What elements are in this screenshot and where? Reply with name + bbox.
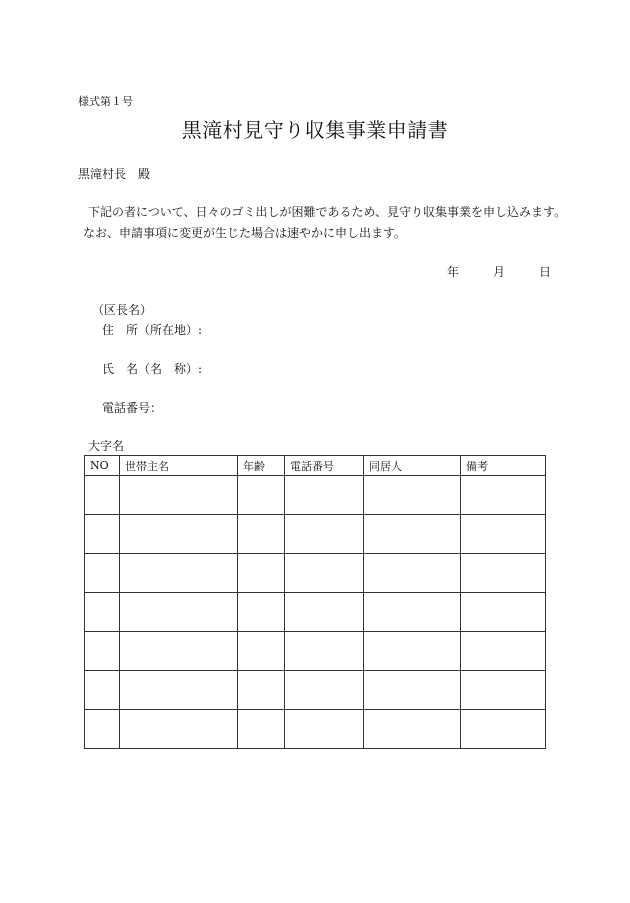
- ward-head-label: （区長名）: [92, 303, 153, 317]
- header-householder-name: 世帯主名: [120, 456, 238, 476]
- table-cell[interactable]: [85, 476, 120, 515]
- table-cell[interactable]: [461, 515, 546, 554]
- area-name-label: 大字名: [88, 439, 125, 453]
- table-cell[interactable]: [285, 671, 364, 710]
- document-title: 黒滝村見守り収集事業申請書: [181, 118, 449, 142]
- household-table: [84, 455, 546, 749]
- header-phone: 電話番号: [285, 456, 364, 476]
- table-cell[interactable]: [85, 710, 120, 749]
- table-cell[interactable]: [364, 593, 461, 632]
- table-cell[interactable]: [85, 671, 120, 710]
- table-cell[interactable]: [461, 671, 546, 710]
- table-row: [85, 515, 546, 554]
- header-no: NO: [85, 456, 120, 476]
- table-cell[interactable]: [364, 476, 461, 515]
- table-cell[interactable]: [285, 632, 364, 671]
- table-cell[interactable]: [120, 554, 238, 593]
- table-cell[interactable]: [120, 476, 238, 515]
- addressee: [78, 165, 150, 182]
- table-row: [85, 554, 546, 593]
- table-cell[interactable]: [120, 710, 238, 749]
- table-cell[interactable]: [120, 515, 238, 554]
- table-row: [85, 593, 546, 632]
- table-row: [85, 632, 546, 671]
- table-cell[interactable]: [238, 476, 285, 515]
- table-cell[interactable]: [285, 554, 364, 593]
- table-cell[interactable]: [238, 554, 285, 593]
- addressee-honorific: 殿: [138, 167, 151, 181]
- table-cell[interactable]: [285, 476, 364, 515]
- table-cell[interactable]: [238, 632, 285, 671]
- table-cell[interactable]: [461, 593, 546, 632]
- table-cell[interactable]: [238, 593, 285, 632]
- table-cell[interactable]: [238, 710, 285, 749]
- table-cell[interactable]: [461, 710, 546, 749]
- table-cell[interactable]: [285, 593, 364, 632]
- name-field-label: 氏 名（名 称）:: [102, 362, 203, 376]
- address-field-label: 住 所（所在地）:: [102, 323, 203, 337]
- body-text-line-1: 下記の者について、日々のゴミ出しが困難であるため、見守り収集事業を申し込みます。: [88, 205, 567, 219]
- header-age: 年齢: [238, 456, 285, 476]
- table-cell[interactable]: [85, 554, 120, 593]
- table-cell[interactable]: [364, 671, 461, 710]
- table-cell[interactable]: [120, 593, 238, 632]
- form-number: 様式第１号: [78, 95, 133, 108]
- table-cell[interactable]: [120, 632, 238, 671]
- table-cell[interactable]: [461, 476, 546, 515]
- date-year-label: 年: [447, 265, 460, 279]
- date-month-label: 月: [493, 265, 506, 279]
- table-cell[interactable]: [285, 710, 364, 749]
- header-cohabitants: 同居人: [364, 456, 461, 476]
- header-remarks: 備考: [461, 456, 546, 476]
- date-day-label: 日: [539, 265, 552, 279]
- table-cell[interactable]: [364, 710, 461, 749]
- table-cell[interactable]: [461, 554, 546, 593]
- table-row: [85, 710, 546, 749]
- phone-field-label: 電話番号：: [102, 401, 163, 415]
- addressee-name: 黒滝村長: [78, 167, 127, 181]
- table-cell[interactable]: [238, 671, 285, 710]
- table-cell[interactable]: [285, 515, 364, 554]
- table-cell[interactable]: [364, 632, 461, 671]
- table-cell[interactable]: [85, 515, 120, 554]
- table-cell[interactable]: [364, 554, 461, 593]
- table-row: [85, 476, 546, 515]
- table-cell[interactable]: [461, 632, 546, 671]
- table-cell[interactable]: [85, 632, 120, 671]
- table-cell[interactable]: [85, 593, 120, 632]
- body-text-line-2: なお、申請事項に変更が生じた場合は速やかに申し出ます。: [83, 226, 407, 240]
- table-cell[interactable]: [364, 515, 461, 554]
- table-cell[interactable]: [120, 671, 238, 710]
- table-cell[interactable]: [238, 515, 285, 554]
- table-header-row: [85, 456, 546, 476]
- table-row: [85, 671, 546, 710]
